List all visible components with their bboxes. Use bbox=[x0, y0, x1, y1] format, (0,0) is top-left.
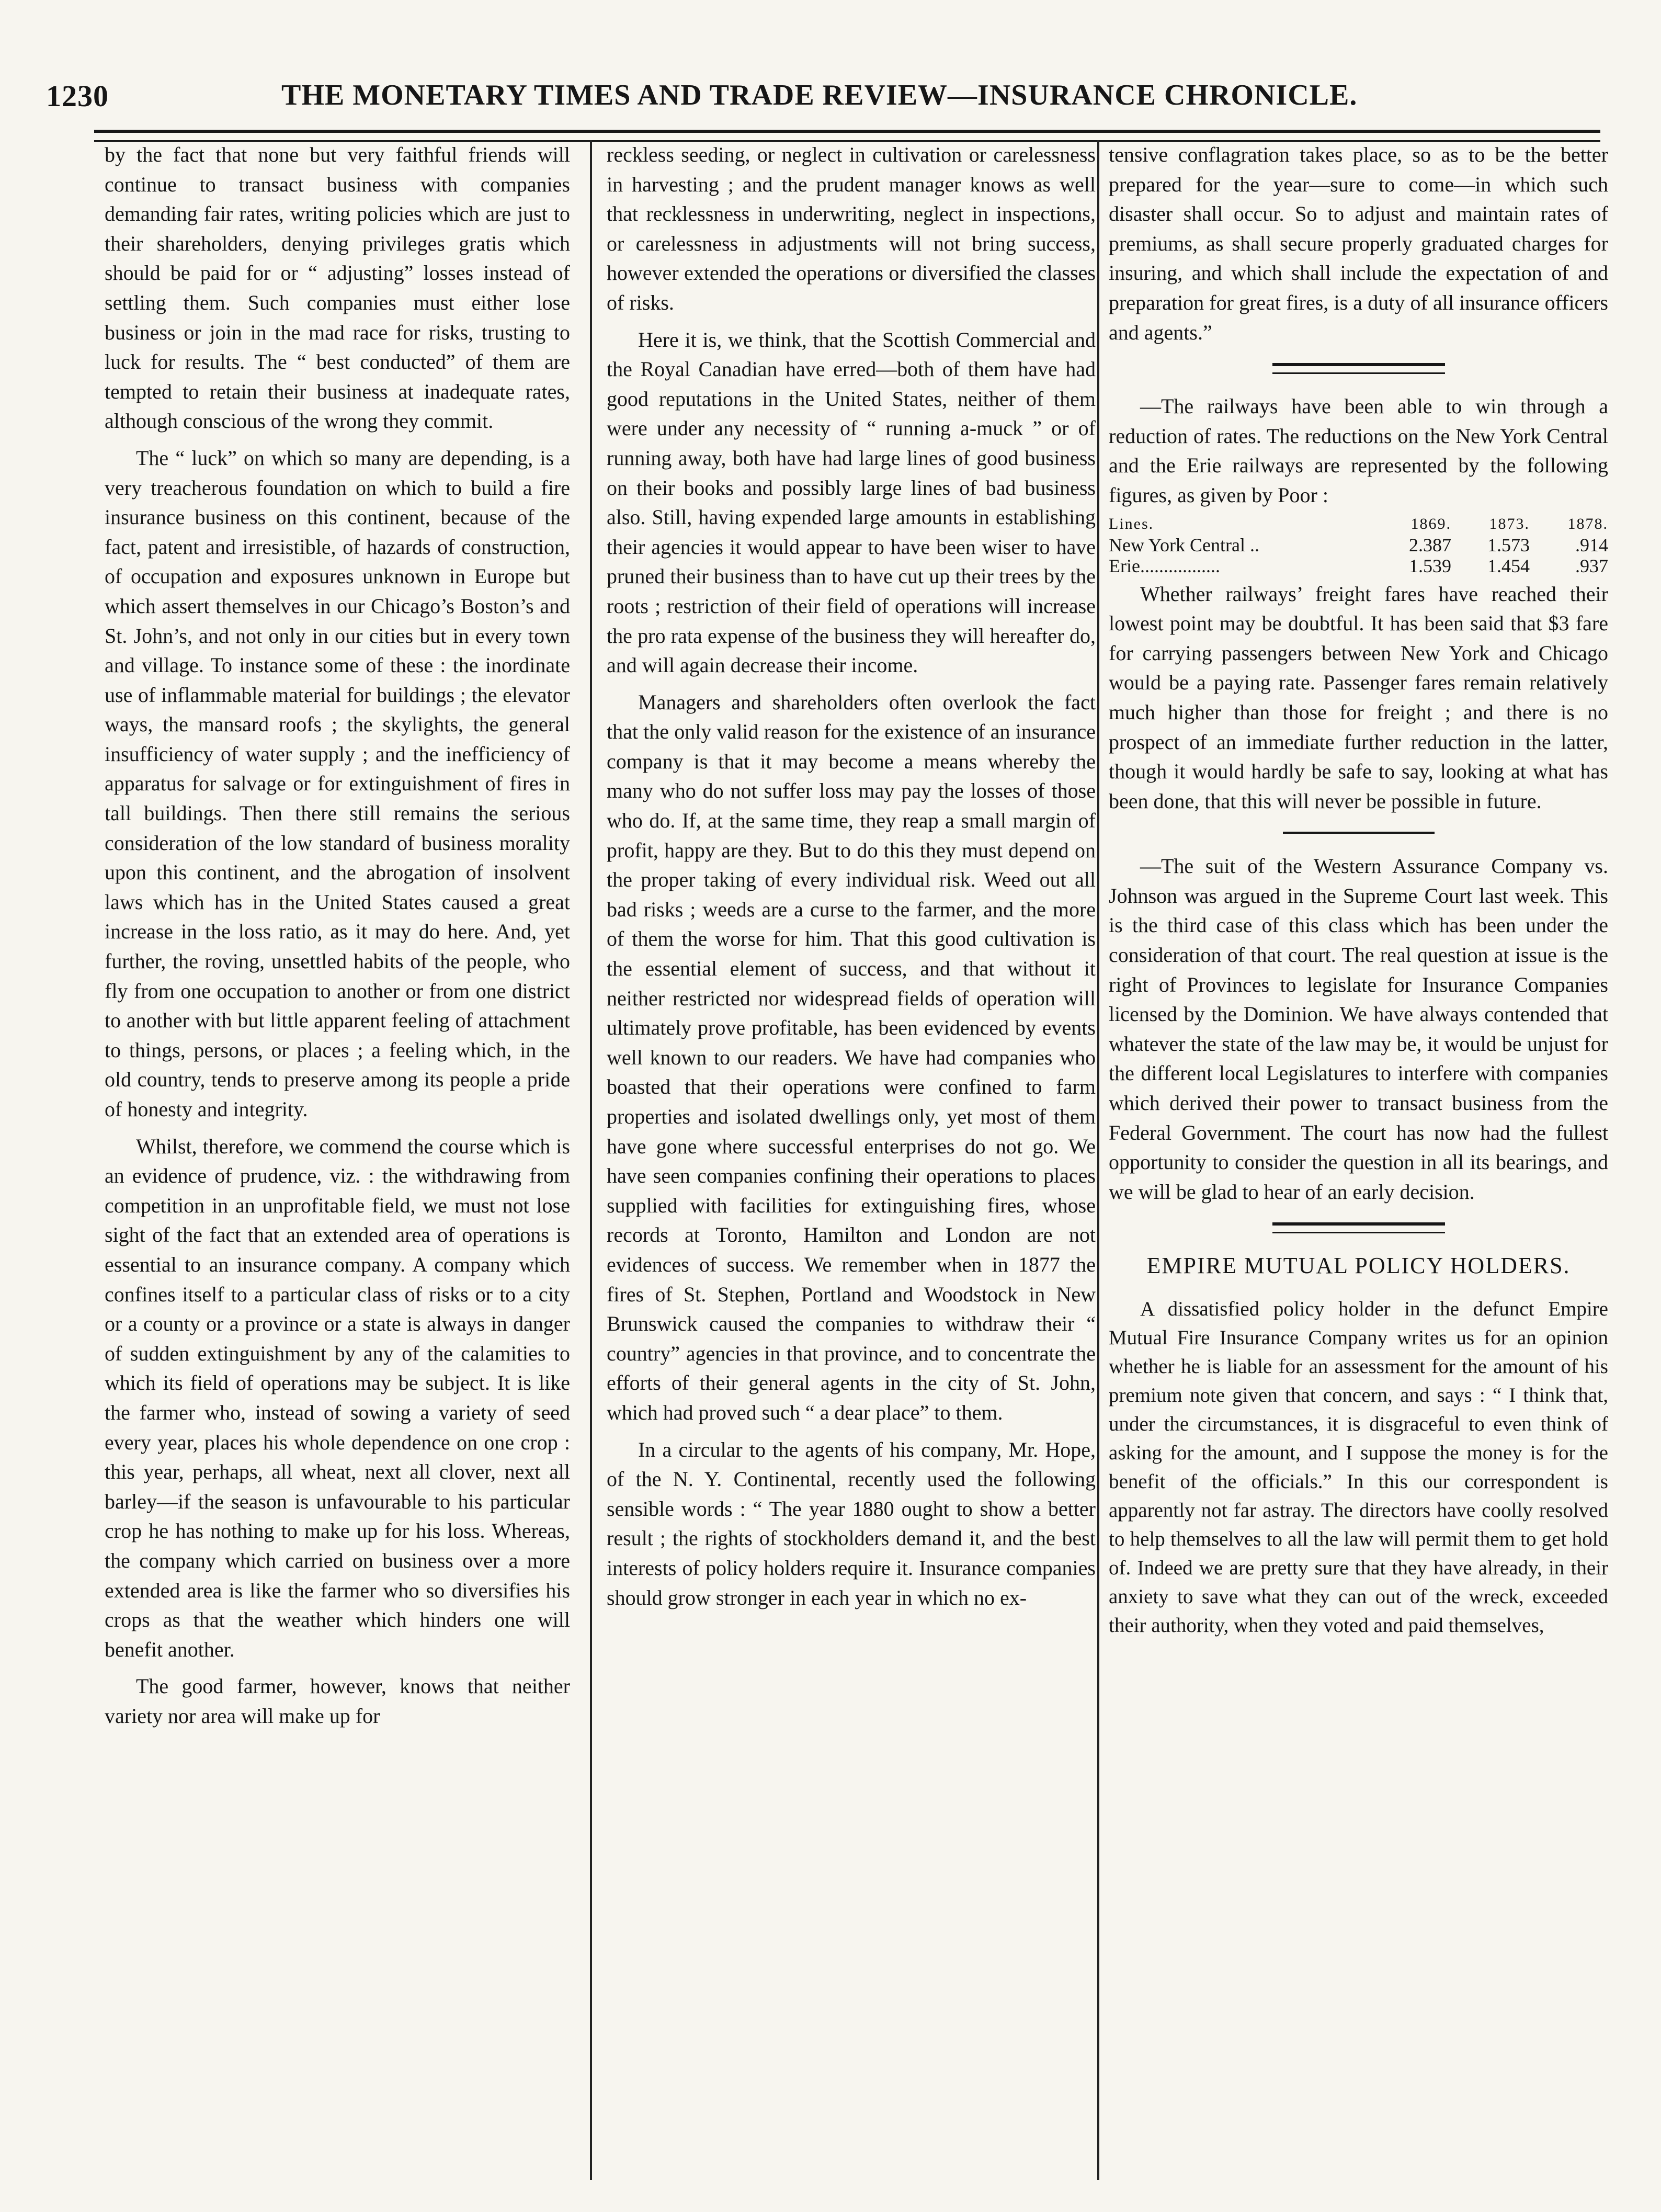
table-row bbox=[1109, 555, 1608, 576]
table-header: 1873. bbox=[1489, 515, 1530, 532]
masthead-title: THE MONETARY TIMES AND TRADE REVIEW—INSURANCE CHRONICLE. bbox=[281, 79, 1358, 111]
table-cell: 2.387 bbox=[1409, 534, 1451, 555]
table-cell: 1.573 bbox=[1487, 534, 1530, 555]
article-paragraph: Here it is, we think, that the Scottish Commercial and the Royal Canadian have erred—both of them have had good reputations in the United States, neither of them were under any necessity of “ running a-muck ” or of running away, both have had large lines of good business on their books and possibly large lines of bad business also. Still, having expended large amounts in establishing their agencies it would appear to have been wiser to have pruned their business than to have cut up their trees by the roots ; restriction of their field of operations will increase the pro rata expense of the business they will hereafter do, and will again decrease their income. bbox=[607, 327, 1096, 677]
table-cell: 1.539 bbox=[1409, 555, 1451, 576]
column-1 bbox=[105, 140, 570, 1731]
table-cell: .914 bbox=[1575, 534, 1608, 555]
article-paragraph: A dissatisfied policy holder in the defunct Empire Mutual Fire Insurance Company writes us for an opinion whether he is liable for an assessment for the amount of his premium note given that concern, and says : “ I think that, under the circumstances, it is disgraceful to even think of asking for the amount, and I suppose the money is for the benefit of the officials.” In this our correspondent is apparently not far astray. The directors have coolly resolved to help themselves to all the law will permit them to get hold of. Indeed we are pretty sure that they have already, in their anxiety to save what they can out of the wreck, exceeded their authority, when they voted and paid themselves, bbox=[1109, 1298, 1608, 1637]
table-cell: .937 bbox=[1575, 555, 1608, 576]
article-paragraph: In a circular to the agents of his company, Mr. Hope, of the N. Y. Continental, recently used the following sensible words : “ The year 1880 ought to show a better result ; the rights of stockholders demand it, and the best interests of policy holders require it. Insurance companies should grow stronger in each year in which no ex- bbox=[607, 1437, 1096, 1609]
article-paragraph: Whether railways’ freight fares have reached their lowest point may be doubtful. It has been said that $3 fare for carrying passengers between New York and Chicago would be a paying rate. Passenger fares remain relatively much higher than those for freight ; and there is no prospect of an immediate further reduction in the latter, though it would hardly be safe to say, looking at what has been done, that this will never be possible in future. bbox=[1109, 582, 1608, 813]
column-divider bbox=[1097, 140, 1099, 2180]
table-cell: 1.454 bbox=[1487, 555, 1530, 576]
article-paragraph: by the fact that none but very faithful friends will continue to transact business with companies demanding fair rates, writing policies which are just to their shareholders, denying privileges gratis which should be paid for or “ adjusting” losses instead of settling them. Such companies must either lose business or join in the mad race for risks, trusting to luck for results. The “ best conducted” of them are tempted to retain their business at inadequate rates, although conscious of the wrong they commit. bbox=[105, 143, 570, 433]
section-divider bbox=[1283, 832, 1435, 834]
column-3 bbox=[1109, 140, 1608, 1640]
table-header: Lines. bbox=[1109, 515, 1154, 532]
article-paragraph: tensive conflagration takes place, so as to be the better prepared for the year—sure to come—in which such disaster shall occur. So to adjust and maintain rates of premiums, as shall secure properly graduated charges for insuring, and which shall include the expectation of and preparation for great fires, is a duty of all insurance officers and agents.” bbox=[1109, 143, 1608, 344]
table-cell: Erie................. bbox=[1109, 555, 1220, 576]
article-paragraph: —The railways have been able to win through a reduction of rates. The reductions on the New York Central and the Erie railways are represented by the following figures, as given by Poor : bbox=[1109, 394, 1608, 507]
column-2 bbox=[607, 140, 1096, 1613]
section-divider bbox=[1272, 363, 1445, 374]
article-paragraph: reckless seeding, or neglect in cultivation or carelessness in harvesting ; and the prudent manager knows as well that recklessness in underwriting, neglect in inspections, or carelessness in adjustments will not bring success, however extended the operations or diversified the classes of risks. bbox=[607, 143, 1096, 314]
page-header bbox=[46, 78, 1610, 120]
table-header-row bbox=[1109, 514, 1608, 535]
table-header: 1869. bbox=[1410, 515, 1451, 532]
article-paragraph: The good farmer, however, knows that neither variety nor area will make up for bbox=[105, 1674, 570, 1728]
page-number: 1230 bbox=[46, 79, 109, 113]
railway-rates-table bbox=[1109, 514, 1608, 576]
article-paragraph: The “ luck” on which so many are depending, is a very treacherous foundation on which to build a fire insurance business on this continent, because of the fact, patent and irresistible, of hazards of construction, of occupation and exposures unknown in Europe but which assert themselves in our Chicago’s Boston’s and St. John’s, and not only in our cities but in every town and village. To instance some of these : the inordinate use of inflammable material for buildings ; the elevator ways, the mansard roofs ; the skylights, the general insufficiency of water supply ; and the inefficiency of apparatus for salvage or for extinguishment of fires in tall buildings. Then there still remains the serious consideration of the low standard of business morality upon this continent, and the abrogation of insolvent laws which has in the United States caused a great increase in the loss ratio, as it may do here. And, yet further, the roving, unsettled habits of the people, who fly from one occupation to another or from one district to another with but little apparent feeling of attachment to things, persons, or places ; a feeling which, in the old country, tends to preserve among its people a pride of honesty and integrity. bbox=[105, 446, 570, 1121]
column-divider bbox=[590, 140, 592, 2180]
section-title: EMPIRE MUTUAL POLICY HOLDERS. bbox=[1146, 1253, 1571, 1279]
section-divider bbox=[1272, 1222, 1445, 1233]
table-header: 1878. bbox=[1567, 515, 1608, 532]
table-cell: New York Central .. bbox=[1109, 534, 1259, 555]
article-paragraph: —The suit of the Western Assurance Company vs. Johnson was argued in the Supreme Court last week. This is the third case of this class which has been under the consideration of that court. The real question at issue is the right of Provinces to legislate for Insurance Companies licensed by the Dominion. We have always contended that whatever the state of the law may be, it would be unjust for the different local Legislatures to interfere with companies which derived their power to transact business from the Federal Government. The court has now had the fullest opportunity to consider the question in all its bearings, and we will be glad to hear of an early decision. bbox=[1109, 854, 1608, 1204]
article-paragraph: Managers and shareholders often overlook the fact that the only valid reason for the existence of an insurance company is that it may become a means whereby the many who do not suffer loss may pay the losses of those who do. If, at the same time, they reap a small margin of profit, happy are they. But to do this they must depend on the proper taking of every individual risk. Weed out all bad risks ; weeds are a curse to the farmer, and the more of them the worse for him. That this good cultivation is the essential element of success, and that without it neither restricted nor widespread fields of operation will ultimately prove profitable, has been evidenced by events well known to our readers. We have had companies who boasted that their operations were confined to farm properties and isolated dwellings only, yet most of them have gone where successful enterprises do not go. We have seen companies confining their operations to places supplied with facilities for extinguishing fires, whose records at Toronto, Hamilton and London are not evidences of success. We remember when in 1877 the fires of St. Stephen, Portland and Woodstock in New Brunswick caused the companies to withdraw their “ country” agencies in that province, and to concentrate the efforts of their general agents in the city of St. John, which had proved such “ a dear place” to them. bbox=[607, 690, 1096, 1424]
table-row bbox=[1109, 535, 1608, 555]
article-paragraph: Whilst, therefore, we commend the course which is an evidence of prudence, viz. : the withdrawing from competition in an unprofitable field, we must not lose sight of the fact that an extended area of operations is essential to an insurance company. A company which confines itself to a particular class of risks or to a city or a county or a province or a state is always in danger of sudden extinguishment by any of the calamities to which its field of operations may be subject. It is like the farmer who, instead of sowing a variety of seed every year, places his whole dependence on one crop : this year, perhaps, all wheat, next all clover, next all barley—if the season is unfavourable to his particular crop he has nothing to make up for his loss. Whereas, the company which carried on business over a more extended area is like the farmer who so diversifies his crops as that the weather which hinders one will benefit another. bbox=[105, 1134, 570, 1661]
